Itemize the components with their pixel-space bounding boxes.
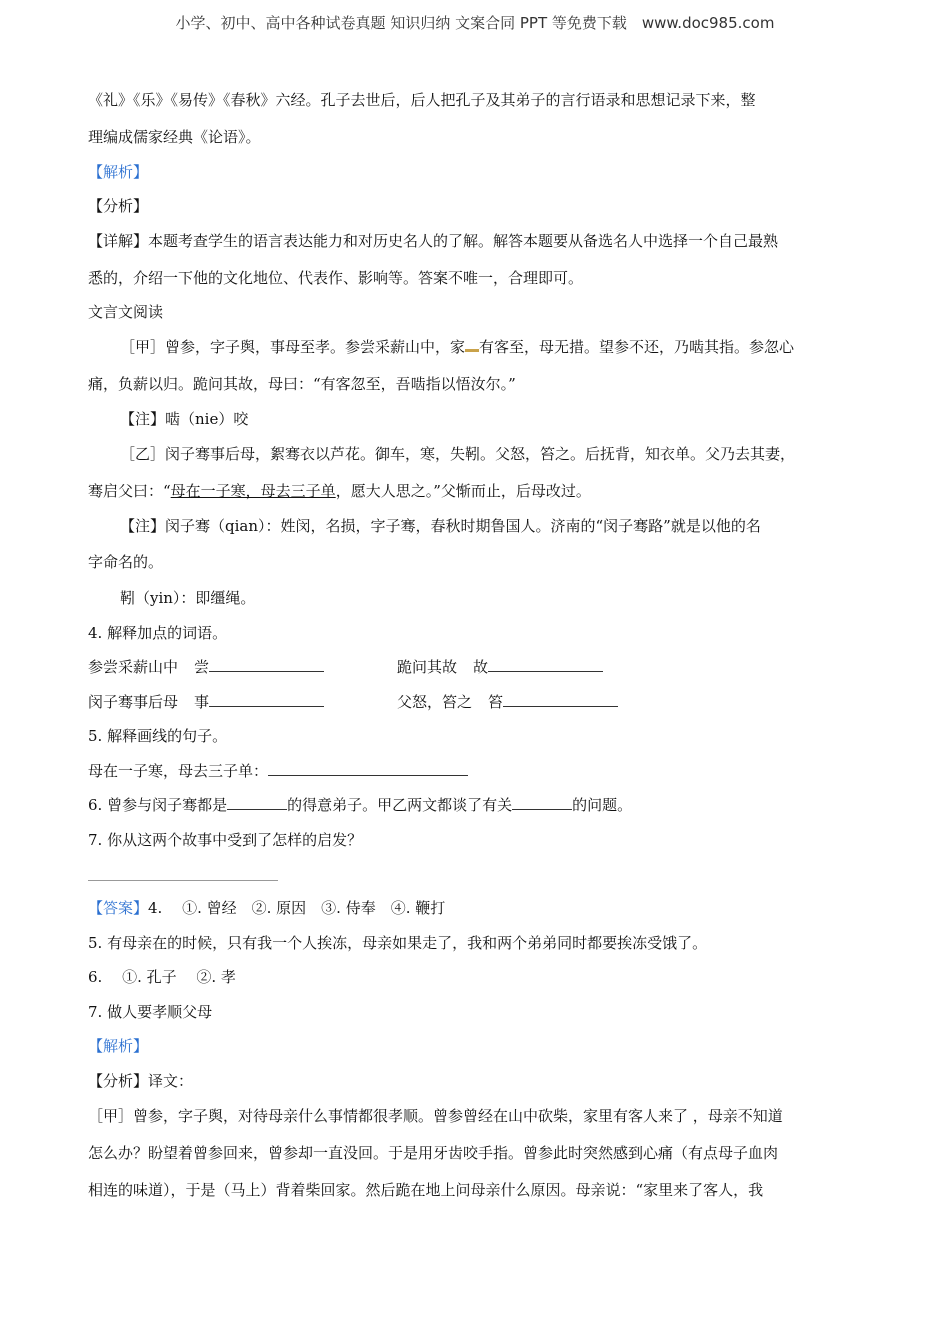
q5-prompt-line <box>88 761 468 781</box>
answer-text-1: 4. ①. 曾经 ②. 原因 ③. 侍奉 ④. 鞭打 <box>148 899 446 917</box>
jia-note: 【注】啮（nie）咬 <box>120 410 249 428</box>
page-header: 小学、初中、高中各种试卷真题 知识归纳 文案合同 PPT 等免费下载 www.doc985.com <box>175 14 775 32</box>
q4-word: 笞 <box>488 693 504 711</box>
answer-line-4: 7. 做人要孝顺父母 <box>88 1003 213 1021</box>
xiangjie-line-2: 悉的，介绍一下他的文化地位、代表作、影响等。答案不唯一，合理即可。 <box>88 269 584 287</box>
xiangjie-text-1: 本题考查学生的语言表达能力和对历史名人的了解。解答本题要从备选名人中选择一个自己最熟 <box>148 232 779 250</box>
jiexi-heading-1: 【解析】 <box>88 163 149 181</box>
q4-word: 事 <box>194 693 210 711</box>
intro-line-2: 理编成儒家经典《论语》。 <box>88 128 261 146</box>
q4-item-2 <box>397 657 603 677</box>
xiangjie-line-1 <box>88 231 778 251</box>
yi-text-2a: 骞启父曰：“ <box>88 482 171 500</box>
jia-line-2: 痛，负薪以归。跪问其故，母曰：“有客忽至，吾啮指以悟汝尔。” <box>88 375 516 393</box>
answer-blank[interactable] <box>268 761 468 776</box>
answer-blank[interactable] <box>512 795 572 810</box>
fenxi-text: 译文： <box>148 1072 194 1090</box>
answer-line-1 <box>88 898 445 918</box>
translation-line-1: ［甲］曾参，字子舆，对待母亲什么事情都很孝顺。曾参曾经在山中砍柴，家里有客人来了 ，母亲不知道 <box>88 1107 783 1125</box>
answer-line-3: 6. ①. 孔子 ②. 孝 <box>88 968 236 986</box>
yi-line-2 <box>88 481 591 501</box>
section-title: 文言文阅读 <box>88 303 164 321</box>
dot-mark <box>465 339 479 352</box>
q4-sentence: 参尝采薪山中 <box>88 658 179 676</box>
xiangjie-label: 【详解】 <box>88 232 149 250</box>
answer-line-2: 5. 有母亲在的时候，只有我一个人挨冻，母亲如果走了，我和两个弟弟同时都要挨冻受饿了。 <box>88 934 708 952</box>
q4-item-1 <box>88 657 324 677</box>
jia-text-1b: 有客至，母无措。望参不还，乃啮其指。参忽心 <box>479 338 795 356</box>
q4-title: 4. 解释加点的词语。 <box>88 624 228 642</box>
yi-line-1: ［乙］闵子骞事后母，絮骞衣以芦花。御车，寒，失靷。父怒，笞之。后抚背，知衣单。父乃去其妻， <box>120 445 796 463</box>
q4-word: 故 <box>473 658 489 676</box>
translation-line-3: 相连的味道），于是（马上）背着柴回家。然后跪在地上问母亲什么原因。母亲说：“家里来了客人，我 <box>88 1181 764 1199</box>
yi-note-line-1: 【注】闵子骞（qian）：姓闵，名损，字子骞，春秋时期鲁国人。济南的“闵子骞路”就是以他的名 <box>120 517 761 535</box>
q6-text-3: 的问题。 <box>572 796 633 814</box>
answer-separator <box>88 880 278 881</box>
yi-note-line-3: 靷（yin）：即缰绳。 <box>120 589 256 607</box>
answer-blank[interactable] <box>227 795 287 810</box>
jia-line-1 <box>120 337 794 357</box>
yi-text-2b: ，愿大人思之。”父惭而止，后母改过。 <box>335 482 591 500</box>
yi-note-line-2: 字命名的。 <box>88 553 164 571</box>
answer-blank[interactable] <box>209 657 324 672</box>
translation-line-2: 怎么办？盼望着曾参回来，曾参却一直没回。于是用牙齿咬手指。曾参此时突然感到心痛（有点母子血肉 <box>88 1144 779 1162</box>
q5-prompt: 母在一子寒，母去三子单： <box>88 762 269 780</box>
jia-text-1a: ［甲］曾参，字子舆，事母至孝。参尝采薪山中，家 <box>120 338 466 356</box>
jiexi-heading-2: 【解析】 <box>88 1037 149 1055</box>
q6-text-2: 的得意弟子。甲乙两文都谈了有关 <box>287 796 513 814</box>
q6-text-1: 6. 曾参与闵子骞都是 <box>88 796 228 814</box>
q6-line <box>88 795 632 815</box>
fenxi-label: 【分析】 <box>88 1072 149 1090</box>
intro-line-1: 《礼》《乐》《易传》《春秋》六经。孔子去世后，后人把孔子及其弟子的言行语录和思想记录下来，整 <box>88 91 756 109</box>
q4-item-3 <box>88 692 324 712</box>
answer-blank[interactable] <box>209 692 324 707</box>
answer-label: 【答案】 <box>88 899 149 917</box>
answer-blank[interactable] <box>503 692 618 707</box>
fenxi-heading-1: 【分析】 <box>88 197 149 215</box>
q4-sentence: 闵子骞事后母 <box>88 693 179 711</box>
q7-title: 7. 你从这两个故事中受到了怎样的启发？ <box>88 831 363 849</box>
fenxi-heading-2 <box>88 1071 193 1091</box>
underlined-sentence: 母在一子寒，母去三子单 <box>170 482 336 500</box>
q4-item-4 <box>397 692 618 712</box>
q4-sentence: 父怒，笞之 <box>397 693 473 711</box>
q4-word: 尝 <box>194 658 210 676</box>
q5-title: 5. 解释画线的句子。 <box>88 727 228 745</box>
q4-sentence: 跪问其故 <box>397 658 458 676</box>
answer-blank[interactable] <box>488 657 603 672</box>
